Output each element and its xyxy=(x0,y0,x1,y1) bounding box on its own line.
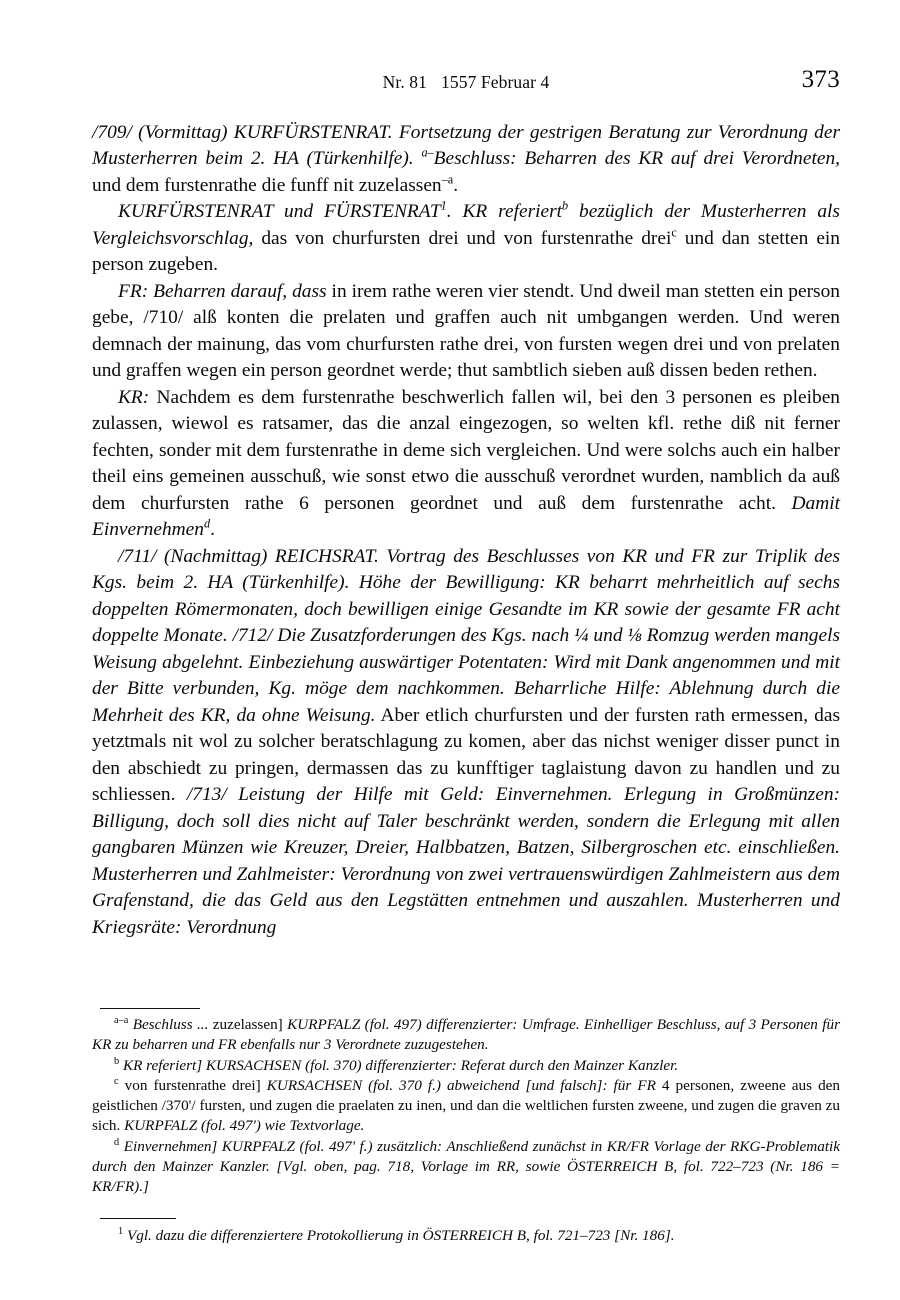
note-a xyxy=(92,1015,840,1056)
roman-span: . xyxy=(210,519,215,541)
italic-span: KURPFALZ (fol. 497') wie Textvorlage. xyxy=(124,1117,365,1135)
note-1 xyxy=(92,1226,840,1246)
italic-span: FR: Beharren darauf, dass xyxy=(118,280,327,302)
italic-span: Vgl. dazu die differenziertere Protokollierung in ÖSTERREICH B, fol. 721–723 [Nr. 186]. xyxy=(123,1227,675,1244)
numbered-footnotes xyxy=(92,1218,840,1246)
footnote-marker: b xyxy=(562,198,569,213)
note-b xyxy=(92,1056,840,1076)
italic-span: KURSACHSEN (fol. 370 f.) abweichend [und falsch]: für FR xyxy=(260,1076,656,1094)
italic-span: Beschluss ... xyxy=(128,1016,213,1033)
italic-span: Einvernehmen] KURPFALZ (fol. 497' f.) zusätzlich: Anschließend zunächst in KR/FR Vorlage der RKG-Problematik durch den Mainzer Kanzler. [Vgl. oben, pag. 718, Vorlage im RR, sowie ÖSTERREICH B, fol. 722–723 (Nr. 186 = KR/FR).] xyxy=(92,1137,840,1196)
roman-span: Nachdem es dem furstenrathe beschwerlich fallen wil, bei den 3 personen es pleiben zulassen, wiewol es ratsamer, das die anzal eingezogen, so welten kfl. rethe diß nit ferner fechten, sonder mit dem furstenrathe in deme sich vergleichen. Und were solchs auch ein halber theil eins gemeinen ausschuß, wie sonst etwo die ausschuß verordnet wurden, namblich da auß dem churfursten rathe 6 personen geordnet und auß dem furstenrathe acht. xyxy=(92,386,840,514)
apparatus-rule xyxy=(100,1008,200,1009)
italic-span: Beschluss: Beharren des KR auf drei Verordneten, xyxy=(433,148,840,170)
para-709 xyxy=(92,120,840,199)
footnote-rule xyxy=(100,1218,176,1219)
critical-apparatus xyxy=(92,1008,840,1198)
para-fr xyxy=(92,279,840,385)
apparatus-marker: b xyxy=(114,1055,120,1067)
footnote-marker: d xyxy=(204,516,211,531)
italic-span: bezüglich der Musterherren als Vergleichsvorschlag, xyxy=(92,201,840,249)
apparatus-notes xyxy=(92,1015,840,1198)
italic-span: /709/ (Vormittag) KURFÜRSTENRAT. Fortsetzung der gestrigen Beratung zur Verordnung der Musterherren beim 2. HA (Türkenhilfe). xyxy=(92,122,840,170)
footnote-list xyxy=(92,1226,840,1246)
italic-span: KR: xyxy=(118,386,150,408)
roman-span: . xyxy=(453,174,459,196)
running-head xyxy=(92,66,840,106)
apparatus-marker: d xyxy=(114,1136,120,1148)
italic-span: . KR referiert xyxy=(446,201,563,223)
body-text xyxy=(92,120,840,941)
page-content xyxy=(92,66,841,941)
footnote-number-marker: 1 xyxy=(118,1225,124,1237)
italic-span: KR referiert] KURSACHSEN (fol. 370) differenzierter: Referat durch den Mainzer Kanzler. xyxy=(119,1056,679,1074)
italic-span: /711/ (Nachmittag) REICHSRAT. Vortrag des Beschlusses von KR und FR zur Triplik des Kgs. beim 2. HA (Türkenhilfe). Höhe der Bewilligung: KR beharrt mehrheitlich auf sechs doppelten Römermonaten, doch bewilligen einige Gesandte im KR sowie der gesamte FR acht doppelte Monate. /712/ Die Zusatzforderungen des Kgs. nach ¼ und ⅛ Romzug werden mangels Weisung abgelehnt. Einbeziehung auswärtiger Potentaten: Wird mit Dank angenommen und mit der Bitte verbunden, Kg. möge dem nachkommen. Beharrliche Hilfe: Ablehnung durch die Mehrheit des KR, da ohne Weisung. xyxy=(92,545,840,726)
roman-span: 4 personen, zweene aus den geistlichen /370'/ fursten, und zugen die praelaten zu inen, und dan die weltlichen fursten zweene, und zugen die graven zu sich. xyxy=(92,1076,840,1135)
roman-span: in irem rathe weren vier stendt. Und dweil man stetten ein person gebe, /710/ alß konten die prelaten und graffen auch nit umbgangen werden. Und weren demnach der mainung, das vom churfursten rathe drei, von fursten wegen drei und von prelaten und graffen wegen ein person geordnet werde; thut sambtlich sieben auß dissen beden rethen. xyxy=(92,280,840,382)
para-kurfuerstenrat-fuerstenrat xyxy=(92,199,840,278)
italic-span: /713/ Leistung der Hilfe mit Geld: Einvernehmen. Erlegung in Großmünzen: Billigung, doch soll dies nicht auf Taler beschränkt werden, sondern die Erlegung mit allen gangbaren Münzen wie Kreuzer, Dreier, Halbbatzen, Batzen, Silbergroschen etc. einschließen. Musterherren und Zahlmeister: Verordnung von zwei vertrauenswürdigen Zahlmeistern aus dem Grafenstand, die das Geld aus den Legstätten entnehmen und auszahlen. Musterherren und Kriegsräte: Verordnung xyxy=(92,784,840,938)
italic-span: Damit Einvernehmen xyxy=(92,492,840,541)
running-head-number: Nr. 81 xyxy=(382,72,428,92)
note-d xyxy=(92,1137,840,1198)
roman-span: von furstenrathe drei] xyxy=(118,1076,261,1094)
running-head-date: 1557 Februar 4 xyxy=(441,72,550,92)
footnote-marker: –a xyxy=(441,172,454,187)
italic-span: KURPFALZ (fol. 497) differenzierter: Umfrage. Einhelliger Beschluss, auf 3 Personen für KR zu beharren und FR ebenfalls nur 3 Verordnete zuzugestehen. xyxy=(92,1016,840,1054)
roman-span: Aber etlich churfursten und der fursten rath ermessen, das yetztmals nit wol zu solcher beratschlagung zu komen, aber das nichst weniger disser punct in den abschiedt zu pringen, dermassen das zu kunfftiger taglaistung davon zu handlen und zu schliessen. xyxy=(92,704,840,806)
para-711 xyxy=(92,544,840,941)
footnote-marker: a– xyxy=(421,146,434,161)
page-number: 373 xyxy=(801,66,840,93)
apparatus-marker: a–a xyxy=(114,1014,129,1026)
roman-span: zuzelassen] xyxy=(212,1016,283,1033)
roman-span: und dem furstenrathe die funff nit zuzelassen xyxy=(92,174,442,196)
roman-span: das von churfursten drei und von furstenrathe drei xyxy=(253,227,672,249)
running-head-center xyxy=(92,72,840,93)
italic-span: KURFÜRSTENRAT und FÜRSTENRAT xyxy=(118,201,441,223)
footnote-marker: c xyxy=(671,225,677,240)
note-c xyxy=(92,1076,840,1137)
para-kr xyxy=(92,385,840,544)
apparatus-marker: c xyxy=(114,1075,119,1087)
footnote-marker: 1 xyxy=(440,198,447,213)
roman-span: und dan stetten ein person zugeben. xyxy=(92,227,841,276)
